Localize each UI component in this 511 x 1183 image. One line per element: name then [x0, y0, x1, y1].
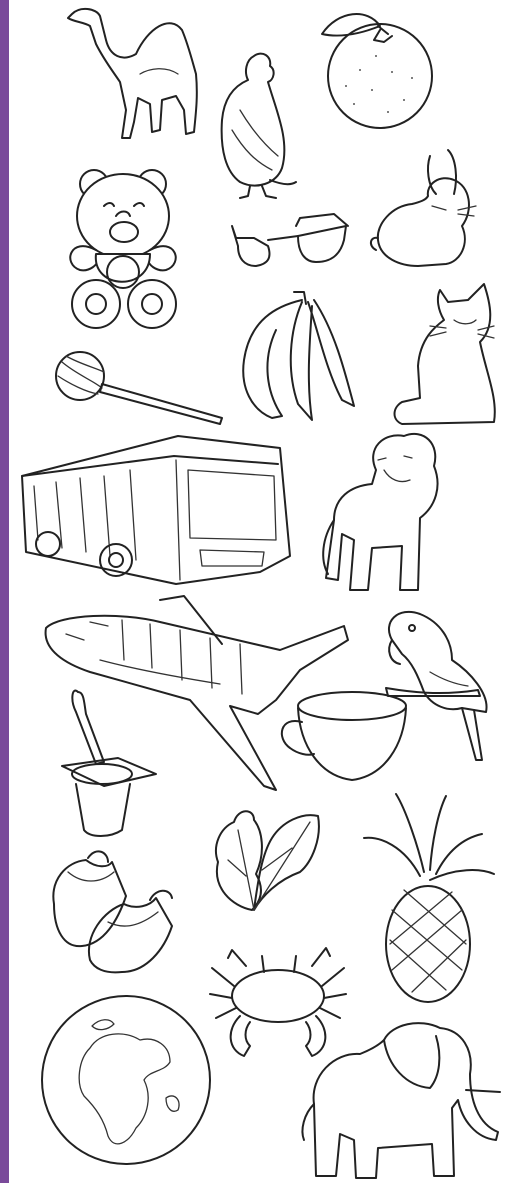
lion-icon — [323, 434, 437, 590]
orange-icon — [322, 14, 432, 128]
bus-icon — [22, 436, 290, 584]
teddy-bear-icon — [70, 170, 176, 328]
pineapple-icon — [364, 794, 494, 1002]
cup-icon — [282, 692, 406, 780]
globe-icon — [42, 996, 210, 1164]
chicken-icon — [222, 54, 296, 198]
rabbit-icon — [371, 150, 476, 266]
cat-icon — [395, 284, 495, 424]
sunglasses-icon — [232, 214, 348, 266]
crab-icon — [210, 948, 346, 1056]
lollipop-icon — [56, 352, 222, 424]
yogurt-icon — [62, 691, 156, 836]
camel-icon — [68, 9, 197, 138]
elephant-icon — [302, 1023, 500, 1178]
leaves-icon — [216, 811, 319, 910]
shoes-icon — [53, 851, 172, 972]
bananas-icon — [243, 292, 354, 420]
